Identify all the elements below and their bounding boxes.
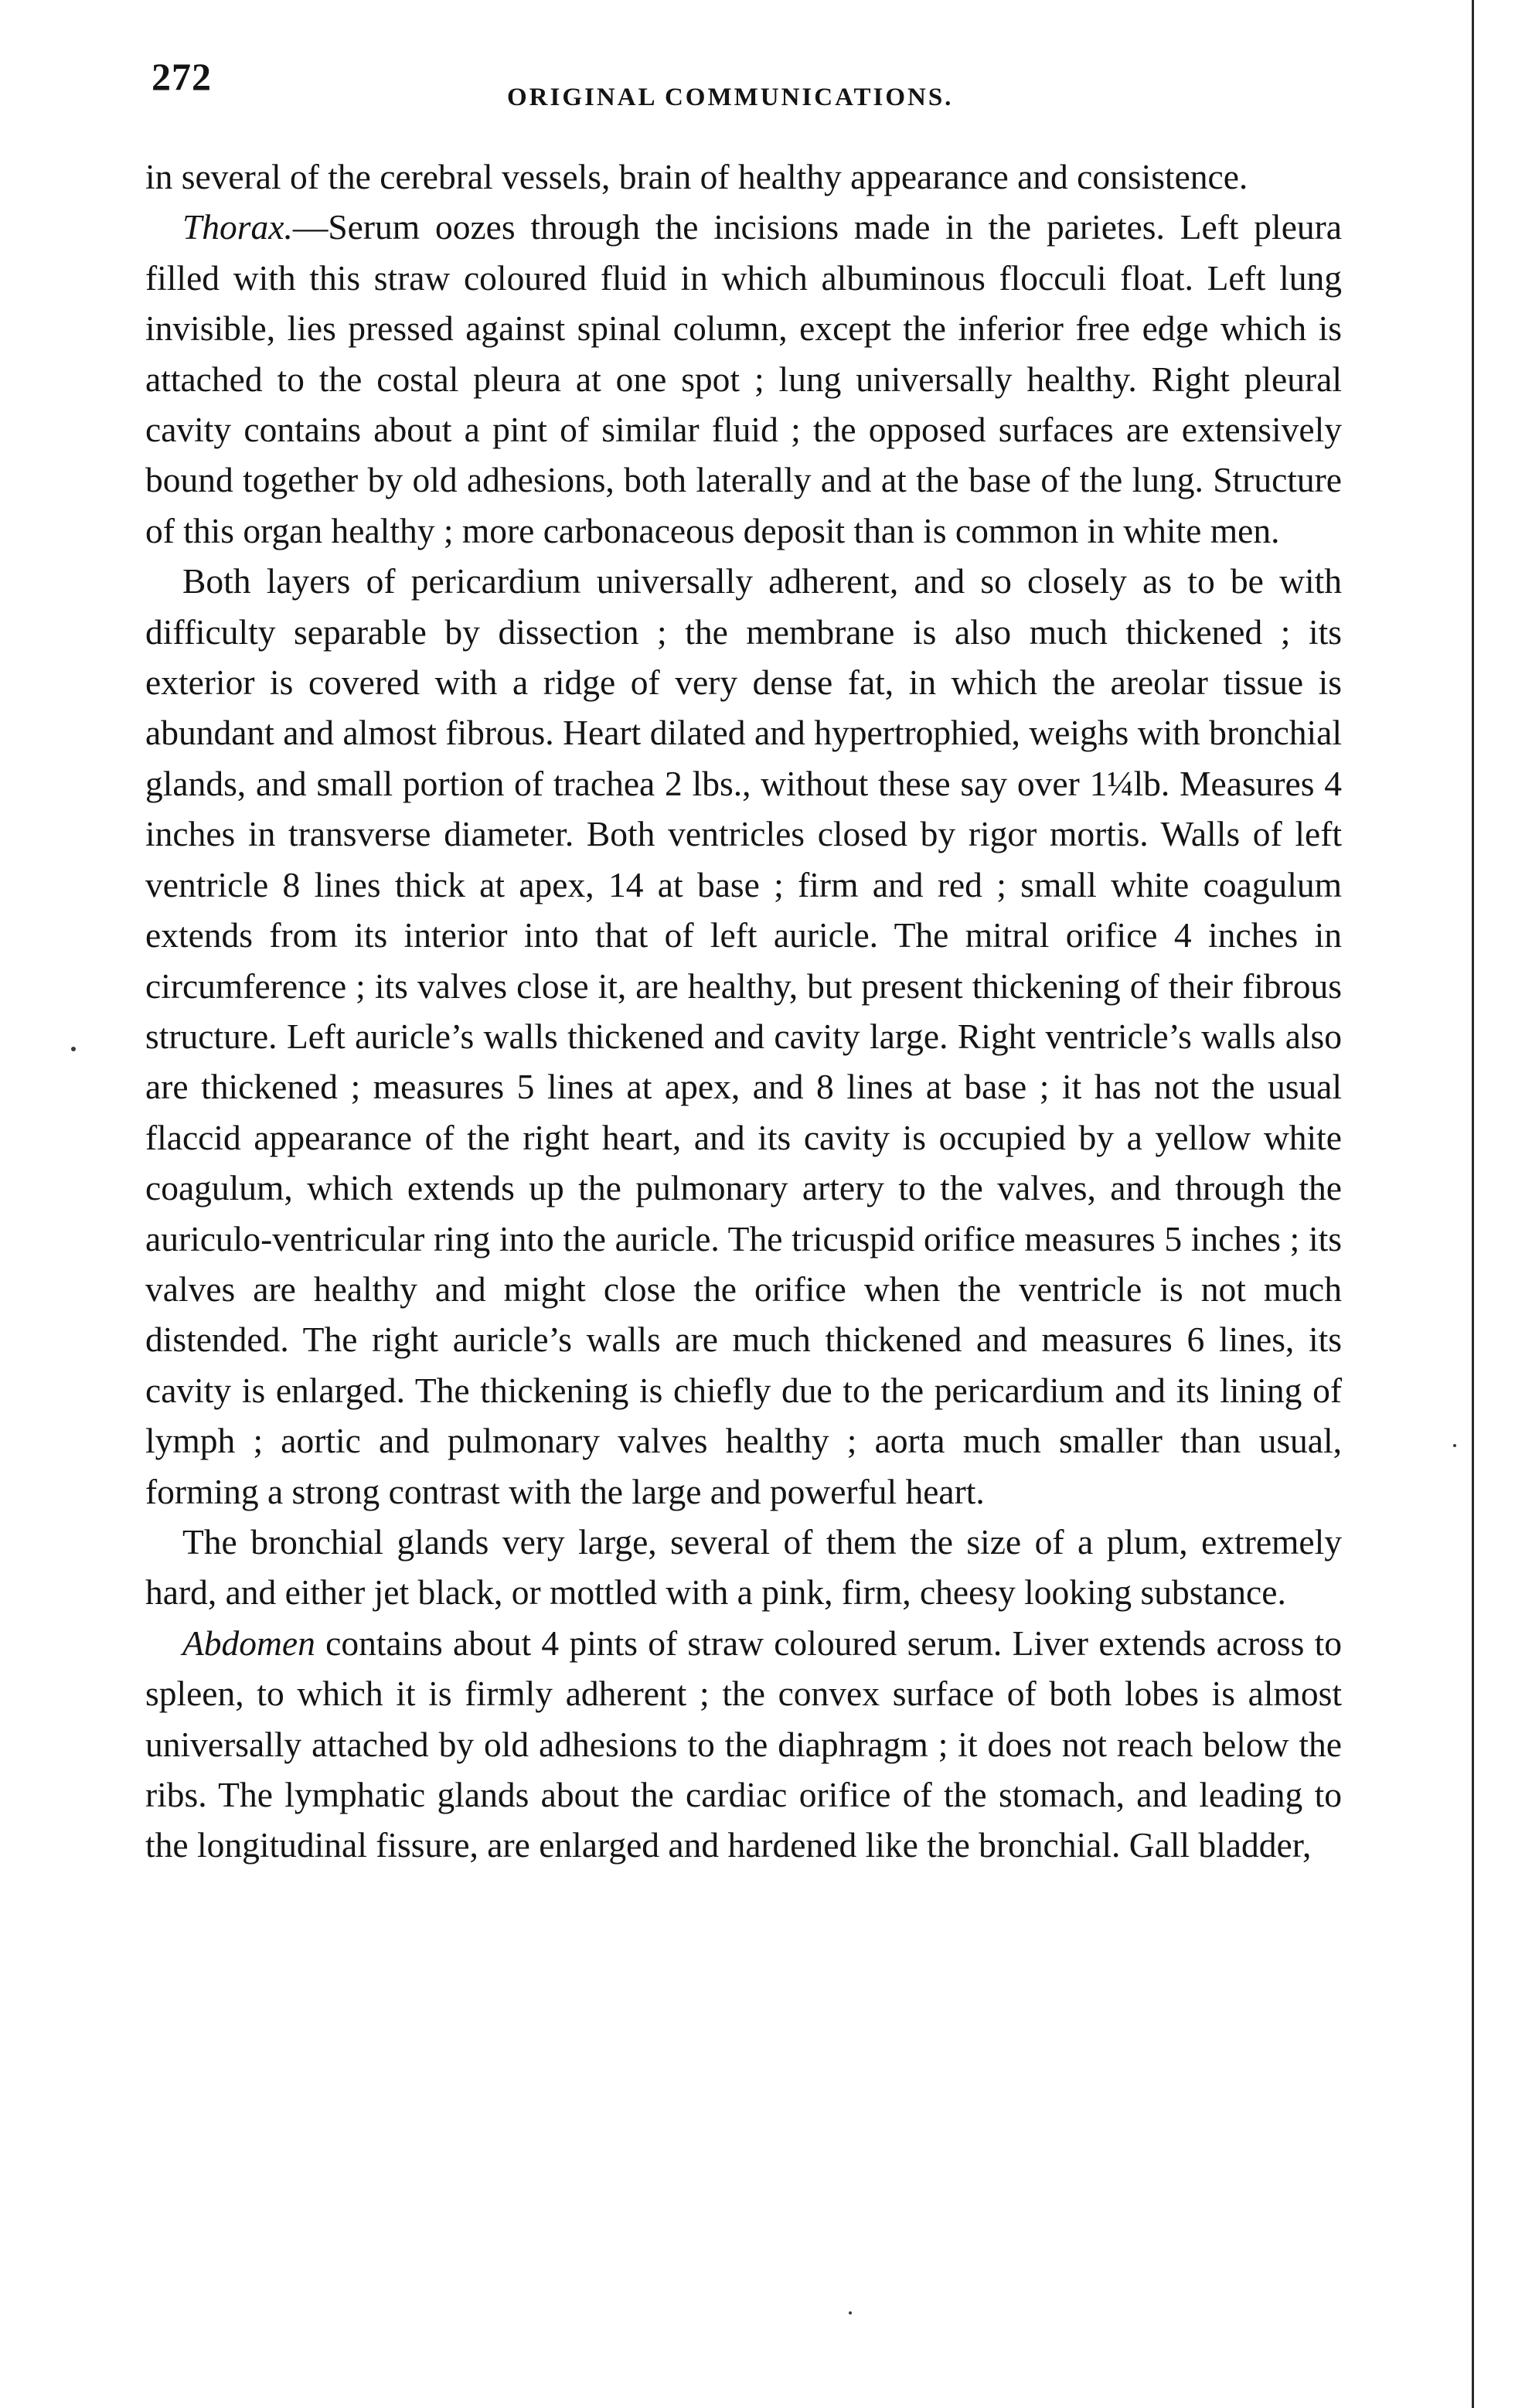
body-text [145,152,1342,1871]
paragraph-text: —Serum oozes through the incisions made in the parietes. Left pleura filled with this straw coloured fluid in which albuminous flocculi float. Left lung invisible, lies pressed against spinal column, except the inferior free edge which is attached to the costal pleura at one spot ; lung universally healthy. Right pleural cavity contains about a pint of similar fluid ; the opposed surfaces are extensively bound together by old adhesions, both laterally and at the base of the lung. Structure of this organ healthy ; more carbonaceous deposit than is common in white men. [145,207,1342,550]
paragraph-bronchial-glands [145,1517,1342,1618]
paragraph-text: Both layers of pericardium universally adherent, and so closely as to be with difficulty separable by dissection ; the membrane is also much thickened ; its exterior is covered with a ridge of very dense fat, in which the areolar tissue is abundant and almost fibrous. Heart dilated and hypertrophied, weighs with bronchial glands, and small portion of trachea 2 lbs., without these say over 1¼lb. Measures 4 inches in transverse diameter. Both ventricles closed by rigor mortis. Walls of left ventricle 8 lines thick at apex, 14 at base ; firm and red ; small white coagulum extends from its interior into that of left auricle. The mitral orifice 4 inches in circumference ; its valves close it, are healthy, but present thickening of their fibrous structure. Left auricle’s walls thickened and cavity large. Right ventricle’s walls also are thickened ; measures 5 lines at apex, and 8 lines at base ; it has not the usual flaccid appearance of the right heart, and its cavity is occupied by a yellow white coagulum, which extends up the pulmonary artery to the valves, and through the auriculo-ventricular ring into the auricle. The tricuspid orifice measures 5 inches ; its valves are healthy and might close the orifice when the ventricle is not much distended. The right auricle’s walls are much thickened and measures 6 lines, its cavity is enlarged. The thickening is chiefly due to the pericardium and its lining of lymph ; aortic and pulmonary valves healthy ; aorta much smaller than usual, forming a strong contrast with the large and powerful heart. [145,561,1342,1511]
page-header [152,54,1342,124]
paragraph-lead: Abdomen [182,1623,315,1663]
print-speck [849,2311,852,2314]
paragraph-text: The bronchial glands very large, several of them the size of a plum, extremely hard, and either jet black, or mottled with a pink, firm, cheesy looking substance. [145,1521,1342,1613]
print-speck [1453,1444,1456,1447]
page-edge-rule [1472,0,1474,2408]
paragraph-continuation [145,152,1342,202]
print-speck [71,1047,76,1051]
paragraph-text: in several of the cerebral vessels, brain of healthy appearance and consistence. [145,157,1248,196]
paragraph-text: contains about 4 pints of straw coloured serum. Liver extends across to spleen, to which it is firmly adherent ; the convex surface of both lobes is almost universally attached by old adhesions to the diaphragm ; it does not reach below the ribs. The lymphatic glands about the cardiac orifice of the stomach, and leading to the longitudinal fissure, are enlarged and hardened like the bronchial. Gall bladder, [145,1623,1342,1865]
paragraph-thorax [145,202,1342,556]
paragraph-lead: Thorax. [182,207,293,247]
page-number: 272 [152,55,212,98]
paragraph-abdomen [145,1618,1342,1871]
running-head: ORIGINAL COMMUNICATIONS. [507,83,954,111]
paragraph-pericardium [145,556,1342,1517]
